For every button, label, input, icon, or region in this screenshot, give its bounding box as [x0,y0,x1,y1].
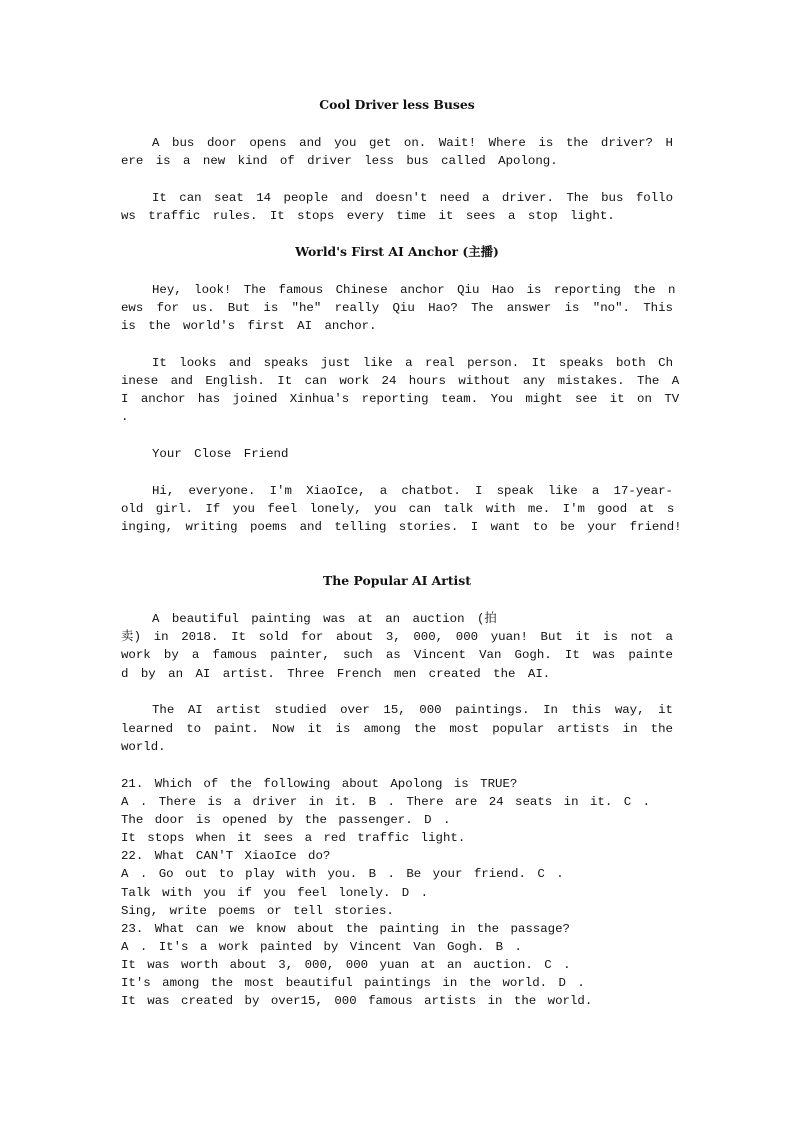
question-23: 23. What can we know about the painting in the passage? [121,922,570,936]
bus-p2-line-2: ws traffic rules. It stops every time it sees a stop light. [121,209,615,223]
question-23-options-b-c: It was worth about 3, 000, 000 yuan at an auction. C . [121,958,571,972]
anchor-p2-line-4: . [121,410,129,424]
artist-p1-line-1: A beautiful painting was at an auction (拍 [152,612,497,626]
anchor-p2-line-1: It looks and speaks just like a real person. It speaks both Ch [152,356,674,370]
question-21: 21. Which of the following about Apolong is TRUE? [121,777,518,791]
section-title-buses: Cool Driver less Buses [319,97,475,112]
artist-p2-line-1: The AI artist studied over 15, 000 paintings. In this way, it [152,703,673,717]
friend-p1-line-1: Hi, everyone. I'm XiaoIce, a chatbot. I speak like a 17-year- [152,484,673,498]
artist-p2-line-3: world. [121,740,166,754]
question-23-option-d: It was created by over15, 000 famous artists in the world. [121,994,593,1008]
question-22-options-c-d: Talk with you if you feel lonely. D . [121,886,429,900]
question-22: 22. What CAN'T XiaoIce do? [121,849,331,863]
bus-p2-line-1: It can seat 14 people and doesn't need a driver. The bus follo [152,191,674,205]
artist-p1-line-3: work by a famous painter, such as Vincent Van Gogh. It was painte [121,648,673,662]
question-21-options-a-c: A . There is a driver in it. B . There are 24 seats in it. C . [121,795,651,809]
question-21-option-d: It stops when it sees a red traffic light. [121,831,466,845]
friend-p1-line-3: inging, writing poems and telling stories. I want to be your friend! [121,520,682,534]
anchor-p1-line-3: is the world's first AI anchor. [121,319,377,333]
bus-p1-line-1: A bus door opens and you get on. Wait! Where is the driver? H [152,136,673,150]
artist-p1-line-2: 卖) in 2018. It sold for about 3, 000, 000 yuan! But it is not a [121,630,673,644]
section-title-artist: The Popular AI Artist [323,573,471,588]
friend-p1-line-2: old girl. If you feel lonely, you can talk with me. I'm good at s [121,502,675,516]
anchor-p1-line-2: ews for us. But is "he" really Qiu Hao? The answer is "no". This [121,301,673,315]
anchor-p2-line-2: inese and English. It can work 24 hours without any mistakes. The A [121,374,680,388]
anchor-p1-line-1: Hey, look! The famous Chinese anchor Qiu Hao is reporting the n [152,283,676,297]
anchor-p2-line-3: I anchor has joined Xinhua's reporting team. You might see it on TV [121,392,680,406]
artist-p1-line-4: d by an AI artist. Three French men created the AI. [121,667,551,681]
question-22-option-d: Sing, write poems or tell stories. [121,904,394,918]
question-23-options-c-d: It's among the most beautiful paintings in the world. D . [121,976,585,990]
question-23-options-a-b: A . It's a work painted by Vincent Van Gogh. B . [121,940,522,954]
artist-p2-line-2: learned to paint. Now it is among the most popular artists in the [121,722,673,736]
question-21-options-c-d: The door is opened by the passenger. D . [121,813,451,827]
section-title-anchor: World's First AI Anchor (主播) [295,244,499,259]
question-22-options-a-c: A . Go out to play with you. B . Be your friend. C . [121,867,564,881]
bus-p1-line-2: ere is a new kind of driver less bus called Apolong. [121,154,558,168]
section-title-friend: Your Close Friend [152,447,289,461]
